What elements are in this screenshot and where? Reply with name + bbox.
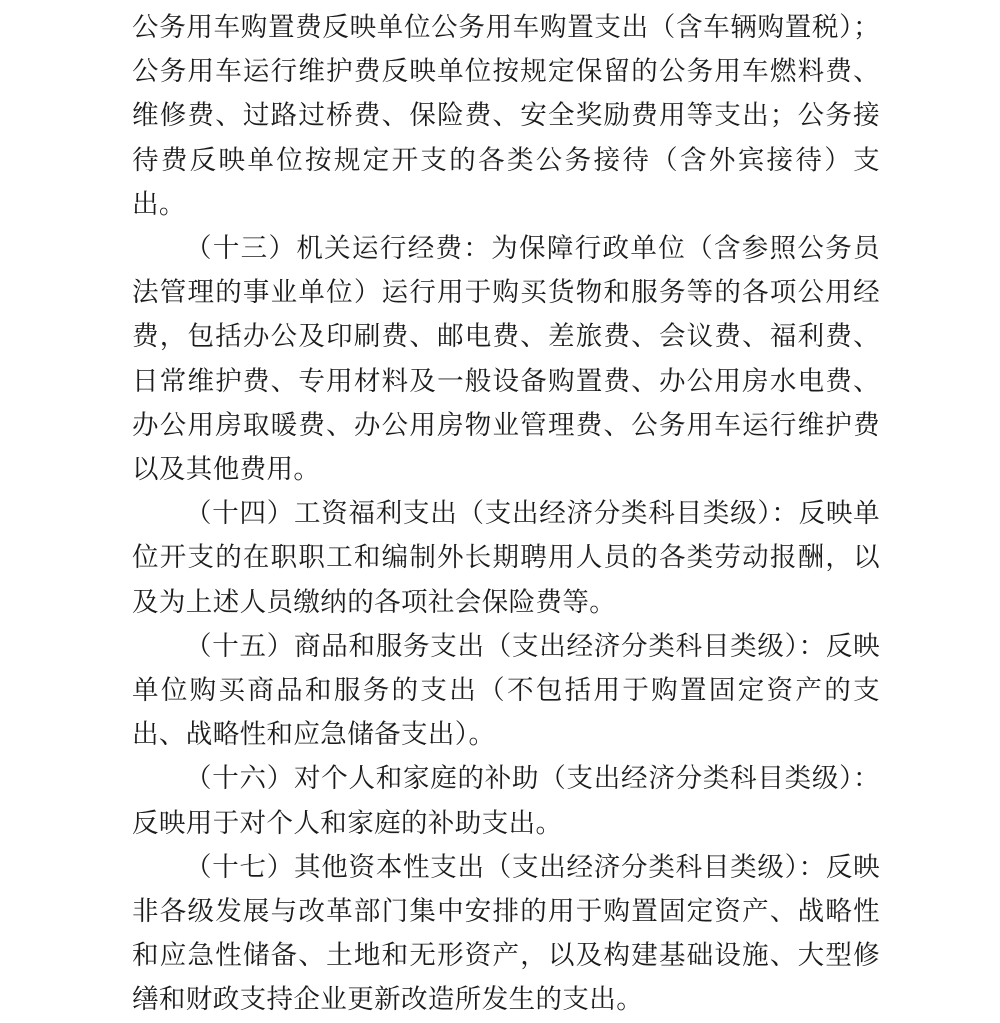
paragraph-subsidy-individuals-families: （十六）对个人和家庭的补助（支出经济分类科目类级）：反映用于对个人和家庭的补助支出。 — [132, 763, 880, 839]
paragraph-goods-services-expenditure: （十五）商品和服务支出（支出经济分类科目类级）：反映单位购买商品和服务的支出（不包括用于购置固定资产的支出、战略性和应急储备支出）。 — [132, 630, 880, 751]
paragraph-vehicle-expenses: 公务用车购置费反映单位公务用车购置支出（含车辆购置税）；公务用车运行维护费反映单位按规定保留的公务用车燃料费、维修费、过路过桥费、保险费、安全奖励费用等支出；公务接待费反映单位按规定开支的各类公务接待（含外宾接待）支出。 — [132, 12, 880, 220]
paragraph-wage-welfare-expenditure: （十四）工资福利支出（支出经济分类科目类级）：反映单位开支的在职职工和编制外长期聘用人员的各类劳动报酬，以及为上述人员缴纳的各项社会保险费等。 — [132, 498, 880, 618]
paragraph-organ-operating-funds: （十三）机关运行经费：为保障行政单位（含参照公务员法管理的事业单位）运行用于购买货物和服务等的各项公用经费，包括办公及印刷费、邮电费、差旅费、会议费、福利费、日常维护费、专用材料及一般设备购置费、办公用房水电费、办公用房取暖费、办公用房物业管理费、公务用车运行维护费以及其他费用。 — [132, 233, 880, 486]
paragraph-other-capital-expenditure: （十七）其他资本性支出（支出经济分类科目类级）：反映非各级发展与改革部门集中安排的用于购置固定资产、战略性和应急性储备、土地和无形资产，以及构建基础设施、大型修缮和财政支持企业更新改造所发生的支出。 — [132, 851, 880, 1016]
